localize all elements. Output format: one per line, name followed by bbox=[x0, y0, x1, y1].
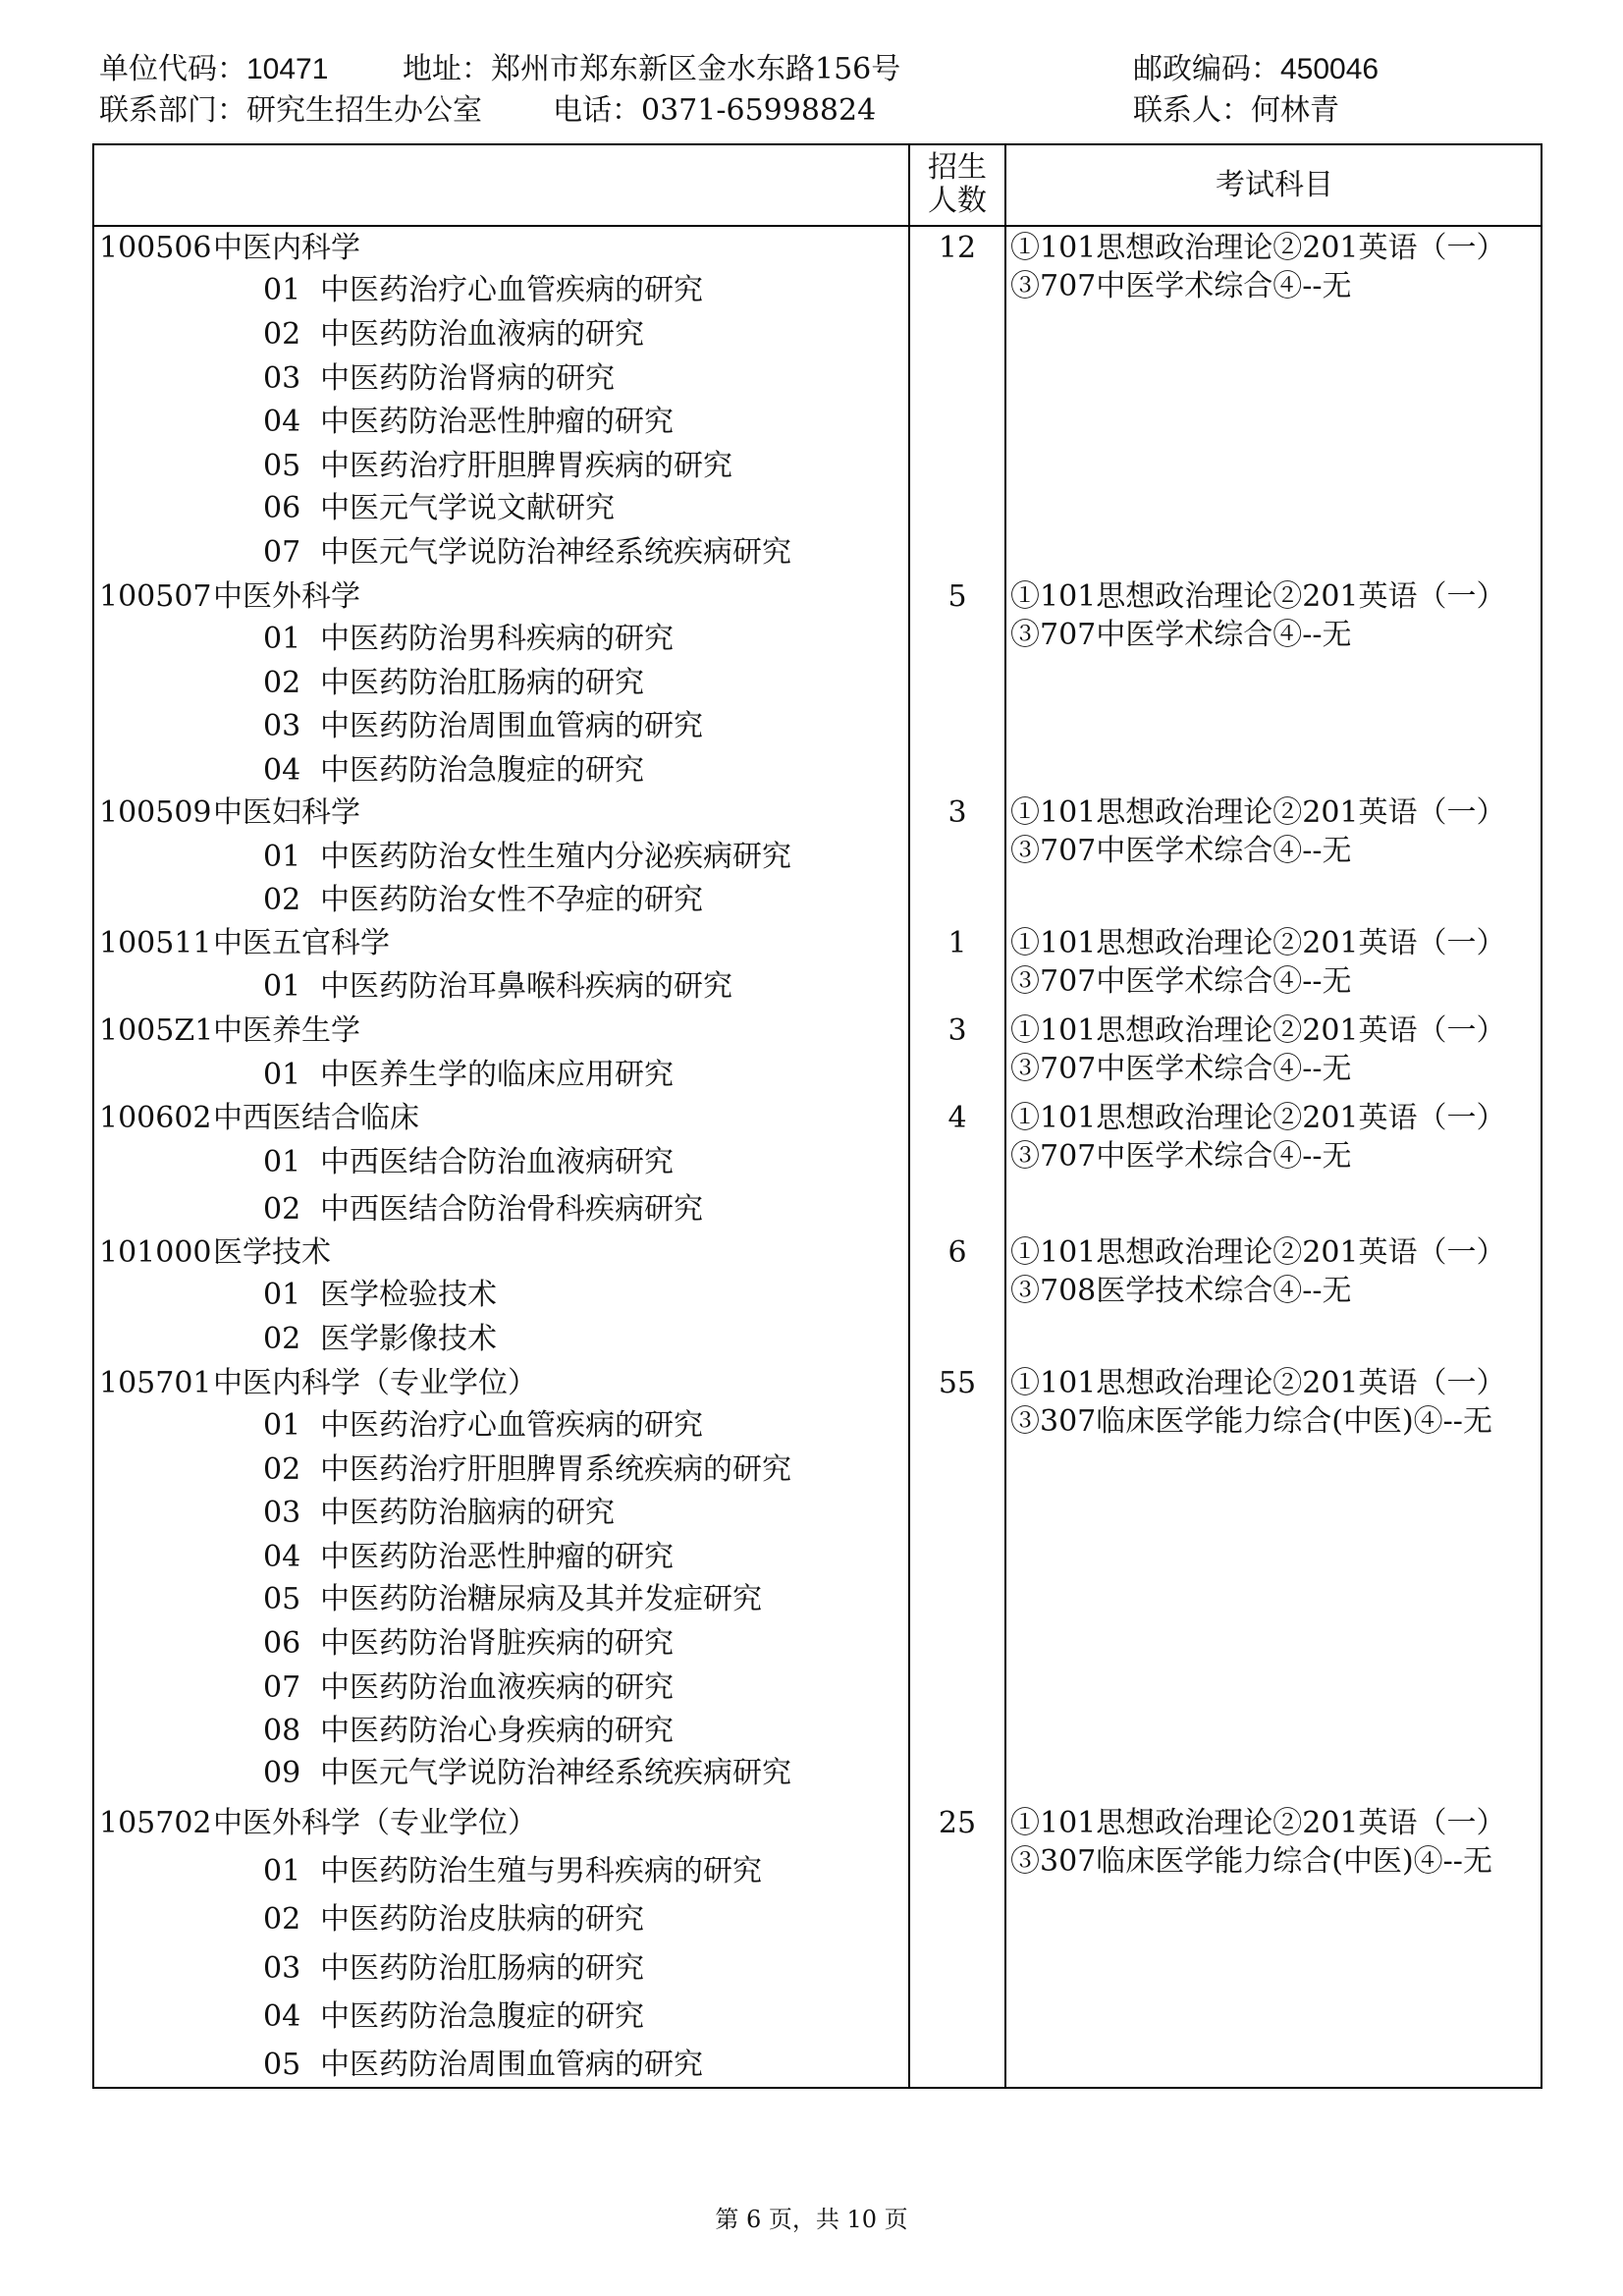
direction-number: 02 bbox=[263, 666, 301, 700]
exam-subjects-line: ①101思想政治理论②201英语（一） bbox=[1010, 231, 1506, 265]
direction-number: 09 bbox=[263, 1756, 301, 1790]
direction-number: 03 bbox=[263, 1496, 301, 1530]
page-indicator: 第 6 页，共 10 页 bbox=[715, 2206, 908, 2233]
contact-value: 何林青 bbox=[1251, 93, 1339, 128]
direction-number: 01 bbox=[263, 1854, 301, 1888]
direction-row bbox=[0, 1145, 1623, 1180]
direction-name: 中医药治疗心血管疾病的研究 bbox=[320, 273, 703, 307]
program-name: 中医妇科学 bbox=[213, 795, 360, 830]
direction-name: 中医药防治肾病的研究 bbox=[320, 361, 615, 396]
program-name: 中医外科学（专业学位） bbox=[213, 1806, 537, 1840]
exam-subjects-line: ①101思想政治理论②201英语（一） bbox=[1010, 1013, 1506, 1048]
program-code: 100511 bbox=[99, 926, 212, 960]
phone bbox=[553, 93, 876, 129]
direction-number: 07 bbox=[263, 1670, 301, 1705]
direction-name: 中医药治疗心血管疾病的研究 bbox=[320, 1408, 703, 1443]
exam-subjects-line: ①101思想政治理论②201英语（一） bbox=[1010, 1366, 1506, 1400]
direction-name: 中西医结合防治血液病研究 bbox=[320, 1145, 674, 1179]
program-name: 医学技术 bbox=[213, 1235, 331, 1270]
direction-row bbox=[0, 1999, 1623, 2035]
direction-name: 中医药防治周围血管病的研究 bbox=[320, 709, 703, 743]
direction-number: 03 bbox=[263, 1951, 301, 1986]
direction-number: 02 bbox=[263, 1192, 301, 1227]
phone-value: 0371-65998824 bbox=[641, 93, 877, 128]
contact-label: 联系人： bbox=[1133, 93, 1251, 128]
unit-code bbox=[99, 52, 328, 87]
exam-subjects-line: ③707中医学术综合④--无 bbox=[1010, 964, 1352, 999]
direction-name: 中医元气学说文献研究 bbox=[320, 491, 615, 525]
exam-subjects-line: ①101思想政治理论②201英语（一） bbox=[1010, 1806, 1506, 1840]
address-value: 郑州市郑东新区金水东路156号 bbox=[491, 52, 901, 86]
direction-number: 01 bbox=[263, 273, 301, 307]
direction-name: 中医元气学说防治神经系统疾病研究 bbox=[320, 1756, 791, 1790]
direction-name: 中医养生学的临床应用研究 bbox=[320, 1058, 674, 1092]
direction-number: 02 bbox=[263, 1902, 301, 1937]
department-value: 研究生招生办公室 bbox=[246, 93, 482, 128]
enrollment-quota: 5 bbox=[947, 579, 967, 614]
direction-row bbox=[0, 1540, 1623, 1575]
direction-name: 中医药防治急腹症的研究 bbox=[320, 1999, 644, 2034]
direction-row bbox=[0, 449, 1623, 484]
direction-number: 04 bbox=[263, 405, 301, 439]
direction-row bbox=[0, 709, 1623, 744]
exam-subjects-line: ③708医学技术综合④--无 bbox=[1010, 1274, 1352, 1308]
direction-name: 中医药防治男科疾病的研究 bbox=[320, 622, 674, 656]
enrollment-quota: 25 bbox=[938, 1806, 977, 1840]
direction-name: 医学影像技术 bbox=[320, 1322, 497, 1356]
direction-name: 中医药防治心身疾病的研究 bbox=[320, 1714, 674, 1748]
direction-number: 01 bbox=[263, 1058, 301, 1092]
direction-row bbox=[0, 1192, 1623, 1228]
direction-number: 06 bbox=[263, 1626, 301, 1661]
direction-row bbox=[0, 840, 1623, 875]
direction-name: 中医药防治生殖与男科疾病的研究 bbox=[320, 1854, 762, 1888]
direction-row bbox=[0, 1626, 1623, 1662]
direction-row bbox=[0, 1496, 1623, 1531]
direction-number: 02 bbox=[263, 883, 301, 917]
direction-number: 01 bbox=[263, 840, 301, 874]
enrollment-quota: 1 bbox=[947, 926, 967, 960]
direction-row bbox=[0, 1670, 1623, 1706]
exam-subjects-line: ③707中医学术综合④--无 bbox=[1010, 618, 1352, 652]
program-code: 100602 bbox=[99, 1101, 212, 1135]
direction-name: 中医药防治女性不孕症的研究 bbox=[320, 883, 703, 917]
direction-name: 中医药防治血液疾病的研究 bbox=[320, 1670, 674, 1705]
direction-row bbox=[0, 361, 1623, 397]
exam-subjects-line: ①101思想政治理论②201英语（一） bbox=[1010, 1235, 1506, 1270]
direction-row bbox=[0, 1322, 1623, 1357]
direction-row bbox=[0, 491, 1623, 526]
direction-name: 中医药防治脑病的研究 bbox=[320, 1496, 615, 1530]
direction-row bbox=[0, 1408, 1623, 1444]
exam-subjects-header: 考试科目 bbox=[1216, 168, 1333, 202]
exam-subjects-line: ③307临床医学能力综合(中医)④--无 bbox=[1010, 1404, 1492, 1439]
quota-header-line2: 人数 bbox=[928, 184, 987, 218]
direction-row bbox=[0, 1278, 1623, 1313]
direction-row bbox=[0, 273, 1623, 308]
direction-name: 中医药防治肛肠病的研究 bbox=[320, 666, 644, 700]
direction-name: 中医药防治恶性肿瘤的研究 bbox=[320, 1540, 674, 1574]
quota-header-line1: 招生 bbox=[928, 150, 987, 185]
program-name: 中医五官科学 bbox=[213, 926, 390, 960]
program-name: 中西医结合临床 bbox=[213, 1101, 419, 1135]
direction-row bbox=[0, 405, 1623, 440]
enrollment-quota: 12 bbox=[938, 231, 977, 265]
direction-number: 06 bbox=[263, 491, 301, 525]
direction-name: 中医药防治恶性肿瘤的研究 bbox=[320, 405, 674, 439]
direction-number: 02 bbox=[263, 1322, 301, 1356]
enrollment-quota: 3 bbox=[947, 1013, 967, 1048]
direction-name: 中医药防治肾脏疾病的研究 bbox=[320, 1626, 674, 1661]
exam-subjects-line: ③707中医学术综合④--无 bbox=[1010, 1052, 1352, 1086]
unit-code-label: 单位代码： bbox=[99, 52, 246, 86]
exam-subjects-line: ①101思想政治理论②201英语（一） bbox=[1010, 579, 1506, 614]
exam-subjects-line: ③707中医学术综合④--无 bbox=[1010, 834, 1352, 868]
direction-number: 02 bbox=[263, 317, 301, 352]
enrollment-quota: 55 bbox=[938, 1366, 977, 1400]
direction-name: 中医元气学说防治神经系统疾病研究 bbox=[320, 535, 791, 570]
direction-row bbox=[0, 1452, 1623, 1488]
direction-number: 04 bbox=[263, 753, 301, 788]
direction-number: 05 bbox=[263, 449, 301, 483]
exam-subjects-line: ③307临床医学能力综合(中医)④--无 bbox=[1010, 1844, 1492, 1879]
postal-code-label: 邮政编码： bbox=[1133, 52, 1280, 86]
enrollment-quota: 3 bbox=[947, 795, 967, 830]
department bbox=[99, 93, 482, 129]
phone-label: 电话： bbox=[553, 93, 641, 128]
enrollment-quota: 6 bbox=[947, 1235, 967, 1270]
program-code: 100506 bbox=[99, 231, 212, 265]
direction-row bbox=[0, 1582, 1623, 1617]
direction-row bbox=[0, 666, 1623, 701]
direction-row bbox=[0, 1756, 1623, 1791]
direction-name: 医学检验技术 bbox=[320, 1278, 497, 1312]
direction-row bbox=[0, 317, 1623, 353]
direction-name: 中医药防治周围血管病的研究 bbox=[320, 2048, 703, 2082]
exam-subjects-line: ③707中医学术综合④--无 bbox=[1010, 1139, 1352, 1174]
direction-name: 中西医结合防治骨科疾病研究 bbox=[320, 1192, 703, 1227]
program-code: 1005Z1 bbox=[99, 1013, 214, 1048]
direction-number: 08 bbox=[263, 1714, 301, 1748]
direction-row bbox=[0, 1714, 1623, 1749]
direction-number: 01 bbox=[263, 622, 301, 656]
table-header-divider bbox=[92, 225, 1542, 227]
direction-number: 01 bbox=[263, 969, 301, 1004]
program-code: 101000 bbox=[99, 1235, 212, 1270]
direction-number: 07 bbox=[263, 535, 301, 570]
contact-person bbox=[1133, 93, 1339, 129]
direction-row bbox=[0, 622, 1623, 657]
program-code: 105702 bbox=[99, 1806, 212, 1840]
exam-subjects-line: ③707中医学术综合④--无 bbox=[1010, 269, 1352, 303]
program-code: 105701 bbox=[99, 1366, 212, 1400]
direction-row bbox=[0, 2048, 1623, 2083]
enrollment-quota: 4 bbox=[947, 1101, 967, 1135]
program-code: 100509 bbox=[99, 795, 212, 830]
direction-row bbox=[0, 1902, 1623, 1938]
exam-subjects-line: ①101思想政治理论②201英语（一） bbox=[1010, 926, 1506, 960]
direction-name: 中医药防治急腹症的研究 bbox=[320, 753, 644, 788]
direction-row bbox=[0, 753, 1623, 789]
direction-name: 中医药防治血液病的研究 bbox=[320, 317, 644, 352]
exam-subjects-line: ①101思想政治理论②201英语（一） bbox=[1010, 795, 1506, 830]
postal-code-value: 450046 bbox=[1280, 53, 1380, 85]
direction-number: 04 bbox=[263, 1999, 301, 2034]
direction-row bbox=[0, 1951, 1623, 1987]
direction-number: 05 bbox=[263, 2048, 301, 2082]
direction-row bbox=[0, 1854, 1623, 1889]
direction-number: 01 bbox=[263, 1408, 301, 1443]
direction-number: 03 bbox=[263, 361, 301, 396]
program-name: 中医内科学（专业学位） bbox=[213, 1366, 537, 1400]
direction-number: 04 bbox=[263, 1540, 301, 1574]
direction-name: 中医药治疗肝胆脾胃系统疾病的研究 bbox=[320, 1452, 791, 1487]
program-name: 中医养生学 bbox=[213, 1013, 360, 1048]
direction-name: 中医药防治皮肤病的研究 bbox=[320, 1902, 644, 1937]
direction-name: 中医药防治肛肠病的研究 bbox=[320, 1951, 644, 1986]
direction-row bbox=[0, 969, 1623, 1005]
direction-number: 01 bbox=[263, 1145, 301, 1179]
direction-row bbox=[0, 535, 1623, 571]
address-label: 地址： bbox=[403, 52, 491, 86]
direction-number: 02 bbox=[263, 1452, 301, 1487]
direction-name: 中医药防治女性生殖内分泌疾病研究 bbox=[320, 840, 791, 874]
direction-number: 01 bbox=[263, 1278, 301, 1312]
direction-number: 03 bbox=[263, 709, 301, 743]
direction-name: 中医药防治耳鼻喉科疾病的研究 bbox=[320, 969, 732, 1004]
direction-row bbox=[0, 1058, 1623, 1093]
direction-row bbox=[0, 883, 1623, 918]
postal-code bbox=[1133, 52, 1379, 87]
direction-name: 中医药防治糖尿病及其并发症研究 bbox=[320, 1582, 762, 1616]
program-name: 中医内科学 bbox=[213, 231, 360, 265]
program-code: 100507 bbox=[99, 579, 212, 614]
address bbox=[403, 52, 900, 87]
direction-name: 中医药治疗肝胆脾胃疾病的研究 bbox=[320, 449, 732, 483]
exam-subjects-line: ①101思想政治理论②201英语（一） bbox=[1010, 1101, 1506, 1135]
unit-code-value: 10471 bbox=[246, 53, 329, 85]
direction-number: 05 bbox=[263, 1582, 301, 1616]
program-name: 中医外科学 bbox=[213, 579, 360, 614]
department-label: 联系部门： bbox=[99, 93, 246, 128]
